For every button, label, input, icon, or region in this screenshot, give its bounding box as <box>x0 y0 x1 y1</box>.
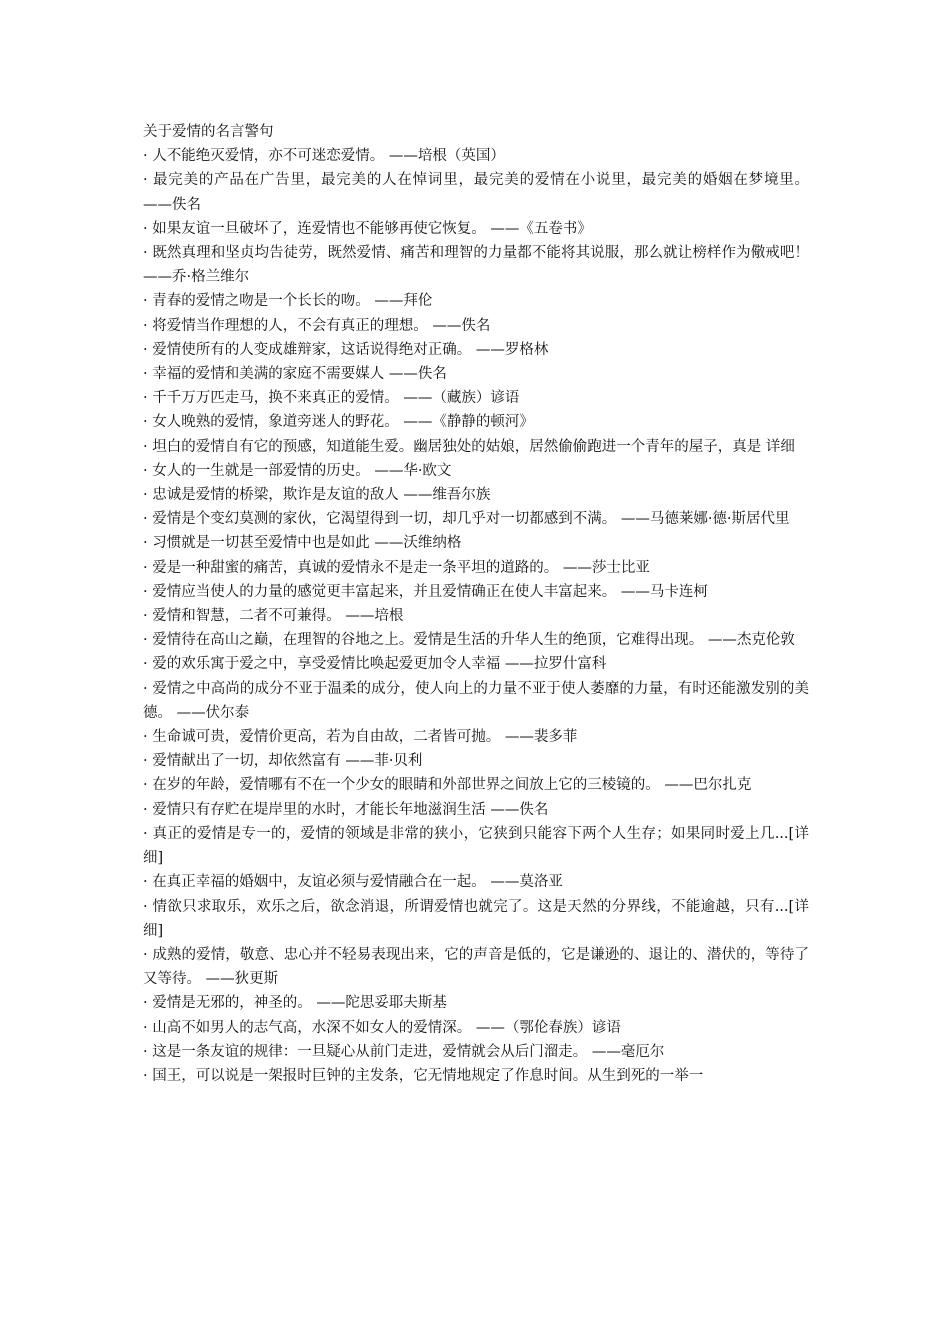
quote-item: · 忠诚是爱情的桥梁，欺诈是友谊的敌人 ——维吾尔族 <box>143 487 491 504</box>
quote-item: · 如果友谊一旦破坏了，连爱情也不能够再使它恢复。 ——《五卷书》 <box>143 220 592 237</box>
quote-item: · 坦白的爱情自有它的预感，知道能生爱。幽居独处的姑娘，居然偷偷跑进一个青年的屋子，真是 详细 <box>143 438 795 455</box>
quote-item: · 在岁的年龄，爱情哪有不在一个少女的眼睛和外部世界之间放上它的三棱镜的。 ——巴尔扎克 <box>143 777 752 794</box>
quote-item: · 爱情是无邪的，神圣的。 ——陀思妥耶夫斯基 <box>143 995 447 1012</box>
quote-item: · 女人晚熟的爱情，象道旁迷人的野花。 ——《静静的顿河》 <box>143 414 534 431</box>
quote-item: · 爱的欢乐寓于爱之中，享受爱情比唤起爱更加令人幸福 ——拉罗什富科 <box>143 656 607 673</box>
quote-item: · 这是一条友谊的规律：一旦疑心从前门走进，爱情就会从后门溜走。 ——毫厄尔 <box>143 1043 665 1060</box>
quote-item: · 爱是一种甜蜜的痛苦，真诚的爱情永不是走一条平坦的道路的。 ——莎士比亚 <box>143 559 650 576</box>
quote-item: · 爱情是个变幻莫测的家伙，它渴望得到一切，却几乎对一切都感到不满。 ——马德莱娜·德·斯居代里 <box>143 511 790 528</box>
quote-item: · 在真正幸福的婚姻中，友谊必须与爱情融合在一起。 ——莫洛亚 <box>143 874 563 891</box>
quote-item: · 将爱情当作理想的人，不会有真正的理想。 ——佚名 <box>143 317 491 334</box>
quote-item: · 爱情和智慧，二者不可兼得。 ——培根 <box>143 608 404 625</box>
quote-item: · 爱情应当使人的力量的感觉更丰富起来，并且爱情确正在使人丰富起来。 ——马卡连柯 <box>143 583 708 600</box>
quote-list <box>143 144 809 1088</box>
quote-item: · 爱情只有存贮在堤岸里的水时，才能长年地滋润生活 ——佚名 <box>143 801 549 818</box>
quote-item: · 情欲只求取乐，欢乐之后，欲念消退，所谓爱情也就完了。这是天然的分界线，不能逾越，只有...[详细] <box>143 898 809 939</box>
quote-item: · 爱情之中高尚的成分不亚于温柔的成分，使人向上的力量不亚于使人萎靡的力量，有时还能激发别的美德。 ——伏尔泰 <box>143 680 809 721</box>
quote-item: · 山高不如男人的志气高，水深不如女人的爱情深。 ——（鄂伦春族）谚语 <box>143 1019 621 1036</box>
quote-item: · 真正的爱情是专一的，爱情的领域是非常的狭小，它狭到只能容下两个人生存；如果同时爱上几...[详细] <box>143 825 809 867</box>
quote-item: · 爱情献出了一切，却依然富有 ——菲·贝利 <box>143 753 423 770</box>
quote-item: · 千千万万匹走马，换不来真正的爱情。 ——（藏族）谚语 <box>143 390 520 407</box>
quote-item: · 既然真理和坚贞均告徒劳，既然爱情、痛苦和理智的力量都不能将其说服，那么就让榜样作为儆戒吧！ ——乔·格兰维尔 <box>143 245 809 286</box>
quote-item: · 生命诚可贵，爱情价更高，若为自由故，二者皆可抛。 ——裴多菲 <box>143 729 578 746</box>
quote-item: · 国王，可以说是一架报时巨钟的主发条，它无情地规定了作息时间。从生到死的一举一 <box>143 1067 704 1084</box>
quote-item: · 爱情待在高山之巅，在理智的谷地之上。爱情是生活的升华人生的绝顶，它难得出现。 ——杰克伦敦 <box>143 632 795 649</box>
quote-item: · 青春的爱情之吻是一个长长的吻。 ——拜伦 <box>143 293 433 310</box>
document-body <box>143 120 809 1088</box>
quote-item: · 爱情使所有的人变成雄辩家，这话说得绝对正确。 ——罗格林 <box>143 341 549 358</box>
quote-item: · 幸福的爱情和美满的家庭不需要媒人 ——佚名 <box>143 366 447 383</box>
quote-item: · 最完美的产品在广告里，最完美的人在悼词里，最完美的爱情在小说里，最完美的婚姻在梦境里。 ——佚名 <box>143 172 809 213</box>
quote-item: · 习惯就是一切甚至爱情中也是如此 ——沃维纳格 <box>143 535 462 552</box>
document-title: 关于爱情的名言警句 <box>143 124 274 140</box>
quote-item: · 人不能绝灭爱情，亦不可迷恋爱情。 ——培根（英国） <box>143 148 505 165</box>
quote-item: · 成熟的爱情，敬意、忠心并不轻易表现出来，它的声音是低的，它是谦逊的、退让的、潜伏的，等待了又等待。 ——狄更斯 <box>143 946 809 988</box>
quote-item: · 女人的一生就是一部爱情的历史。 ——华·欧文 <box>143 462 452 479</box>
